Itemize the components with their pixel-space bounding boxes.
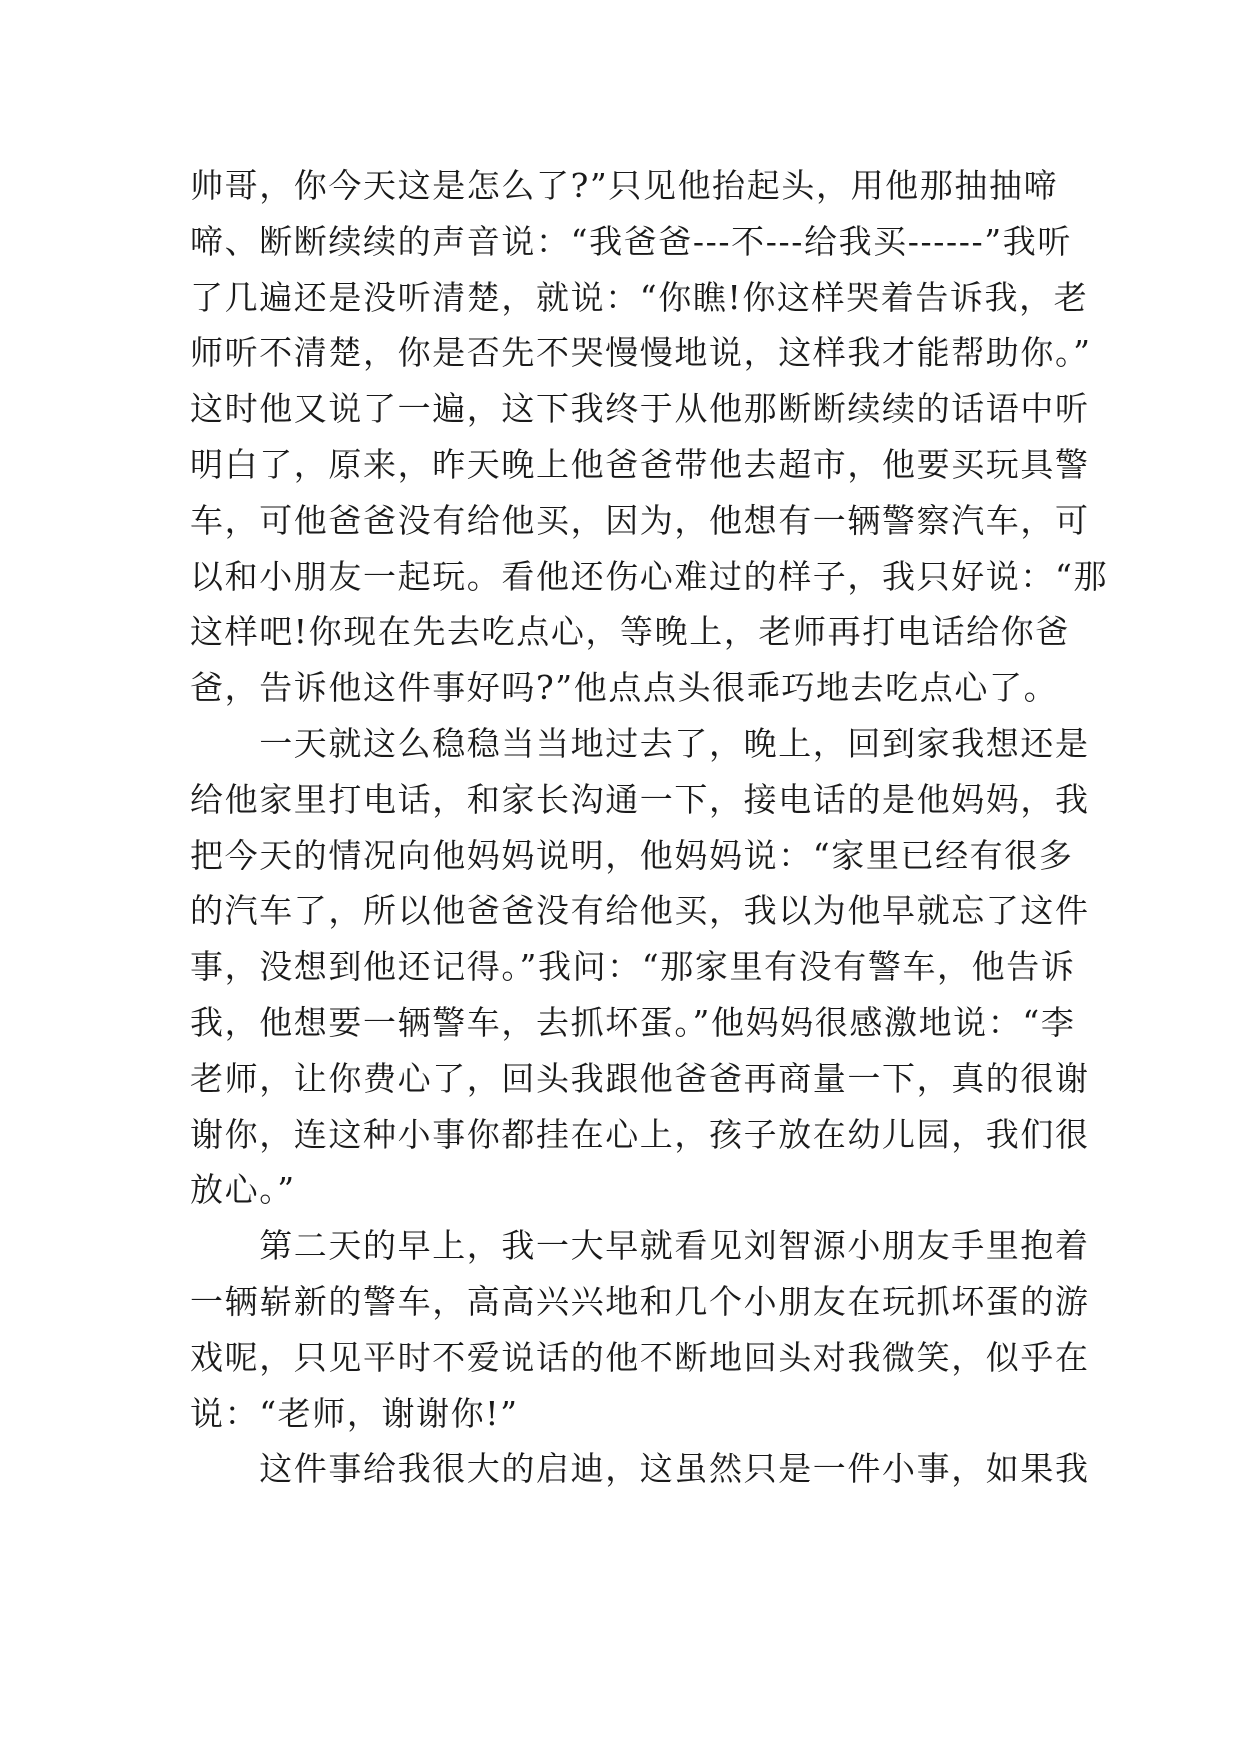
- text-line: 事，没想到他还记得。”我问：“那家里有没有警车，他告诉: [190, 947, 1076, 987]
- text-line: 说：“老师，谢谢你!”: [190, 1393, 519, 1433]
- text-line: 帅哥，你今天这是怎么了?”只见他抬起头，用他那抽抽啼: [190, 166, 1059, 205]
- text-line: 这件事给我很大的启迪，这虽然只是一件小事，如果我: [190, 1449, 1090, 1489]
- text-line: 我，他想要一辆警车，去抓坏蛋。”他妈妈很感激地说：“李: [190, 1002, 1076, 1042]
- text-line: 一天就这么稳稳当当地过去了，晚上，回到家我想还是: [190, 723, 1090, 763]
- text-line: 车，可他爸爸没有给他买，因为，他想有一辆警察汽车，可: [190, 500, 1090, 540]
- text-line: 老师，让你费心了，回头我跟他爸爸再商量一下，真的很谢: [190, 1058, 1090, 1098]
- text-line: 明白了，原来，昨天晚上他爸爸带他去超市，他要买玩具警: [190, 444, 1090, 484]
- text-line: 师听不清楚，你是否先不哭慢慢地说，这样我才能帮助你。”: [190, 333, 1092, 373]
- text-line: 以和小朋友一起玩。看他还伤心难过的样子，我只好说：“那: [190, 556, 1109, 596]
- text-line: 放心。”: [190, 1170, 296, 1210]
- body-text: [190, 158, 1109, 1497]
- text-line: 这样吧!你现在先去吃点心，等晚上，老师再打电话给你爸: [190, 612, 1070, 652]
- text-line: 把今天的情况向他妈妈说明，他妈妈说：“家里已经有很多: [190, 835, 1074, 875]
- text-line: 给他家里打电话，和家长沟通一下，接电话的是他妈妈，我: [190, 779, 1090, 819]
- text-line: 谢你，连这种小事你都挂在心上，孩子放在幼儿园，我们很: [190, 1114, 1090, 1154]
- text-line: 第二天的早上，我一大早就看见刘智源小朋友手里抱着: [190, 1226, 1090, 1266]
- text-line: 这时他又说了一遍，这下我终于从他那断断续续的话语中听: [190, 389, 1090, 429]
- text-line: 戏呢，只见平时不爱说话的他不断地回头对我微笑，似乎在: [190, 1337, 1090, 1377]
- text-line: 爸，告诉他这件事好吗?”他点点头很乖巧地去吃点心了。: [190, 668, 1059, 708]
- text-line: 了几遍还是没听清楚，就说：“你瞧!你这样哭着告诉我，老: [190, 277, 1089, 317]
- text-line: 一辆崭新的警车，高高兴兴地和几个小朋友在玩抓坏蛋的游: [190, 1281, 1090, 1321]
- text-line: 的汽车了，所以他爸爸没有给他买，我以为他早就忘了这件: [190, 891, 1090, 931]
- text-line: 啼、断断续续的声音说：“我爸爸---不---给我买------”我听: [190, 221, 1072, 261]
